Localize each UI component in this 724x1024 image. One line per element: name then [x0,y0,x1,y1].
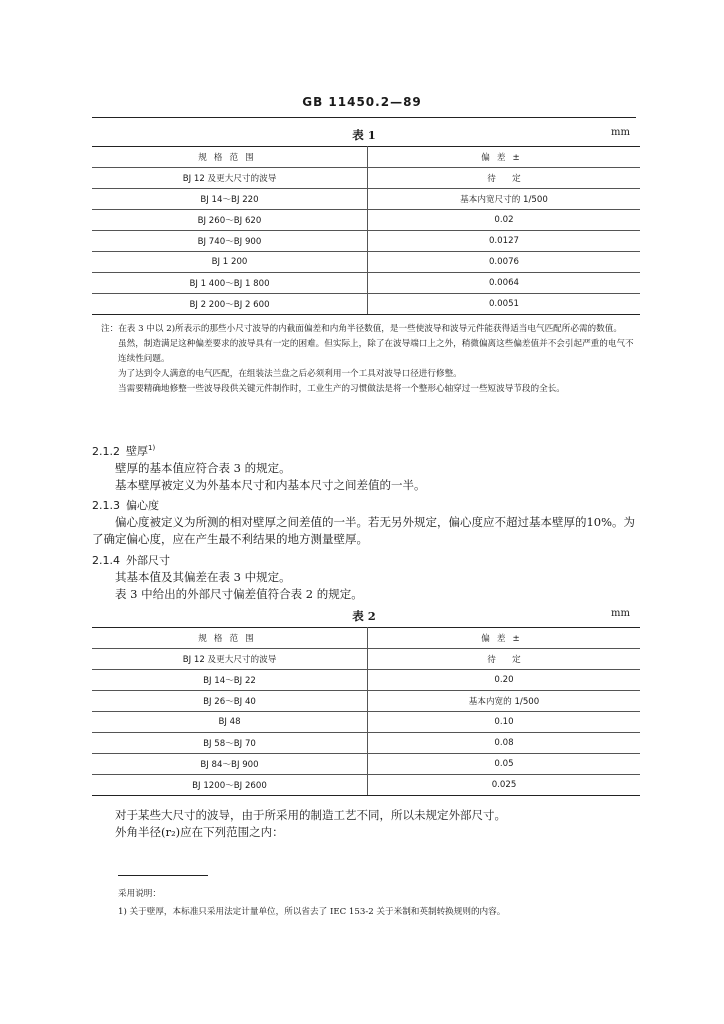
table-row [92,231,640,252]
spec-cell: BJ 260～BJ 620 [92,210,368,231]
table-row [92,168,640,189]
table2-unit: mm [611,608,630,619]
table-row [92,691,640,712]
deviation-cell: 待 定 [368,649,641,670]
spec-cell: BJ 1 400～BJ 1 800 [92,273,368,294]
deviation-cell: 基本内宽的 1/500 [368,691,641,712]
col-header-deviation: 偏差± [368,628,641,649]
table-row [92,210,640,231]
section-heading: 2.1.2 壁厚$^{1)}$ [92,444,156,458]
spec-cell: BJ 740～BJ 900 [92,231,368,252]
note-1: 注：在表 3 中以 2)所表示的那些小尺寸波导的内截面偏差和内角半径数值，是一些使波导和波导元件能获得适当电气匹配所必需的数值。 [101,324,622,334]
spec-cell: BJ 84～BJ 900 [92,754,368,775]
table-row [92,775,640,796]
spec-cell: BJ 14～BJ 22 [92,670,368,691]
section-2-1-3 [92,497,642,548]
spec-cell: BJ 14～BJ 220 [92,189,368,210]
table-header-row [92,628,640,649]
footnote-heading: 采用说明： [118,889,161,899]
paragraph: 外角半径(r₂)应在下列范围之内： [115,825,284,839]
section-heading: 2.1.4 外部尺寸 [92,554,170,567]
table-row [92,294,640,315]
note-3: 为了达到令人满意的电气匹配，在组装法兰盘之后必须利用一个工具对波导口径进行修整。 [118,369,462,379]
paragraph: 对于某些大尺寸的波导，由于所采用的制造工艺不同，所以未规定外部尺寸。 [115,808,506,822]
table-row [92,754,640,775]
spec-cell: BJ 1 200 [92,252,368,273]
section-2-1-4 [92,552,642,603]
spec-cell: BJ 26～BJ 40 [92,691,368,712]
paragraph: 偏心度被定义为所测的相对壁厚之间差值的一半。若无另外规定，偏心度应不超过基本壁厚的10%。为了确定偏心度，应在产生最不利结果的地方测量壁厚。 [92,515,636,546]
deviation-cell: 0.08 [368,733,641,754]
deviation-cell: 0.0064 [368,273,641,294]
section-heading: 2.1.3 偏心度 [92,499,159,512]
deviation-cell: 基本内宽尺寸的 1/500 [368,189,641,210]
table-row [92,649,640,670]
table-row [92,189,640,210]
deviation-cell: 0.0127 [368,231,641,252]
deviation-cell: 0.02 [368,210,641,231]
deviation-cell: 0.05 [368,754,641,775]
table1 [92,146,640,315]
deviation-cell: 0.10 [368,712,641,733]
table-row [92,273,640,294]
col-header-spec: 规格范围 [92,147,368,168]
paragraph: 基本壁厚被定义为外基本尺寸和内基本尺寸之间差值的一半。 [115,477,426,492]
footnote [118,885,638,921]
spec-cell: BJ 1200～BJ 2600 [92,775,368,796]
note-4: 当需要精确地修整一些波导段供关键元件制作时，工业生产的习惯做法是将一个整形心轴穿过一些短波导节段的全长。 [118,384,565,394]
table-row [92,670,640,691]
table2 [92,627,640,796]
paragraph: 表 3 中给出的外部尺寸偏差值符合表 2 的规定。 [115,587,363,601]
table1-notes [101,322,640,397]
header-rule [92,117,636,118]
paragraph: 其基本值及其偏差在表 3 中规定。 [115,570,291,584]
deviation-cell: 0.0076 [368,252,641,273]
table2-title: 表 2 [352,609,376,623]
note-2: 虽然，制造满足这种偏差要求的波导具有一定的困难。但实际上，除了在波导端口上之外，稍微偏离这些偏差值并不会引起严重的电气不连续性问题。 [118,339,634,364]
closing-text [92,807,642,841]
table1-title: 表 1 [352,128,376,142]
footnote-rule [118,875,208,876]
spec-cell: BJ 12 及更大尺寸的波导 [92,168,368,189]
deviation-cell: 待 定 [368,168,641,189]
document-code: GB 11450.2—89 [302,95,422,109]
col-header-deviation: 偏差± [368,147,641,168]
table-header-row [92,147,640,168]
deviation-cell: 0.025 [368,775,641,796]
footnote-ref: 1) [148,444,156,452]
table-row [92,252,640,273]
spec-cell: BJ 2 200～BJ 2 600 [92,294,368,315]
spec-cell: BJ 58～BJ 70 [92,733,368,754]
paragraph: 壁厚的基本值应符合表 3 的规定。 [115,460,291,475]
deviation-cell: 0.20 [368,670,641,691]
footnote-text: 1) 关于壁厚，本标准只采用法定计量单位，所以省去了 IEC 153-2 关于米制和英制转换规则的内容。 [118,907,506,917]
table1-caption [92,127,636,143]
table2-caption [92,608,636,624]
section-2-1-2 [92,440,642,494]
spec-cell: BJ 48 [92,712,368,733]
deviation-cell: 0.0051 [368,294,641,315]
table-row [92,733,640,754]
table-row [92,712,640,733]
table1-unit: mm [611,127,630,138]
spec-cell: BJ 12 及更大尺寸的波导 [92,649,368,670]
col-header-spec: 规格范围 [92,628,368,649]
